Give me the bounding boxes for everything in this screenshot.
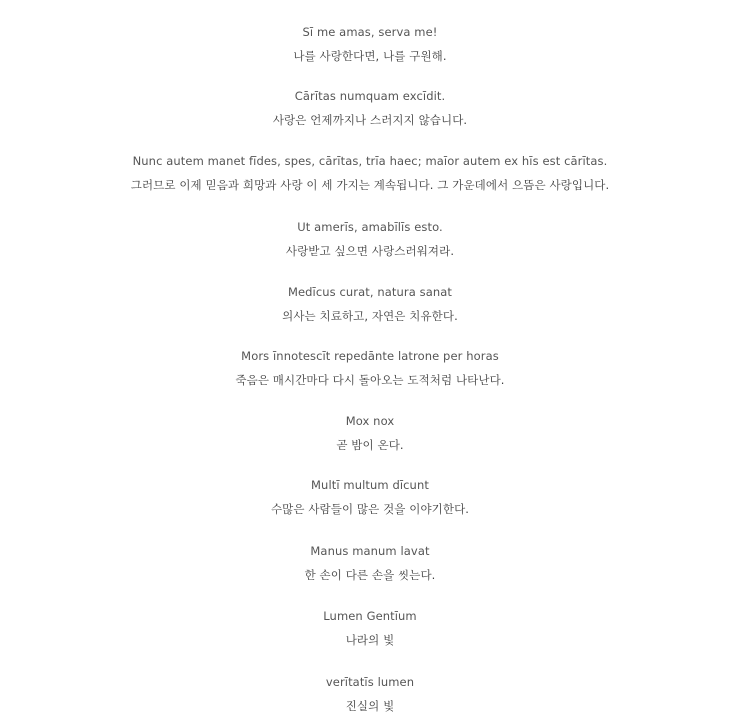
- korean-translation: 곧 밤이 온다.: [336, 438, 404, 452]
- korean-translation: 사랑은 언제까지나 스러지지 않습니다.: [272, 113, 468, 127]
- quote-block: [0, 414, 740, 452]
- korean-translation: 수많은 사람들이 많은 것을 이야기한다.: [270, 502, 470, 516]
- latin-text: Cārītas numquam excīdit.: [294, 89, 446, 103]
- latin-text: Ut amerīs, amabīlīs esto.: [297, 220, 443, 234]
- latin-text: Nunc autem manet fīdes, spes, cārītas, trīa haec; maīor autem ex hīs est cārītas.: [132, 154, 608, 168]
- korean-translation: 나라의 빛: [345, 633, 395, 647]
- quote-block: [0, 25, 740, 63]
- quote-block: [0, 544, 740, 582]
- latin-text: Sī me amas, serva me!: [302, 25, 438, 39]
- latin-text: Multī multum dīcunt: [311, 478, 429, 492]
- quote-block: [0, 609, 740, 647]
- quote-block: [0, 478, 740, 516]
- quote-block: [0, 89, 740, 127]
- latin-text: Mors īnnotescīt repedānte latrone per horas: [241, 349, 499, 363]
- korean-translation: 나를 사랑한다면, 나를 구원해.: [293, 49, 447, 63]
- korean-translation: 의사는 치료하고, 자연은 치유한다.: [282, 309, 458, 323]
- latin-text: verītatīs lumen: [325, 675, 415, 689]
- korean-translation: 사랑받고 싶으면 사랑스러워져라.: [285, 244, 455, 258]
- quote-block: [0, 220, 740, 258]
- korean-translation: 진실의 빛: [345, 699, 395, 713]
- latin-text: Mox nox: [345, 414, 395, 428]
- quote-block: [0, 349, 740, 387]
- quote-block: [0, 675, 740, 713]
- latin-text: Manus manum lavat: [310, 544, 430, 558]
- korean-translation: 죽음은 매시간마다 다시 돌아오는 도적처럼 나타난다.: [235, 373, 505, 387]
- latin-text: Medīcus curat, natura sanat: [287, 285, 453, 299]
- korean-translation: 그러므로 이제 믿음과 희망과 사랑 이 세 가지는 계속됩니다. 그 가운데에서 으뜸은 사랑입니다.: [130, 178, 610, 192]
- quote-block: [0, 285, 740, 323]
- korean-translation: 한 손이 다른 손을 씻는다.: [304, 568, 436, 582]
- latin-text: Lumen Gentīum: [323, 609, 417, 623]
- quote-block: [0, 154, 740, 192]
